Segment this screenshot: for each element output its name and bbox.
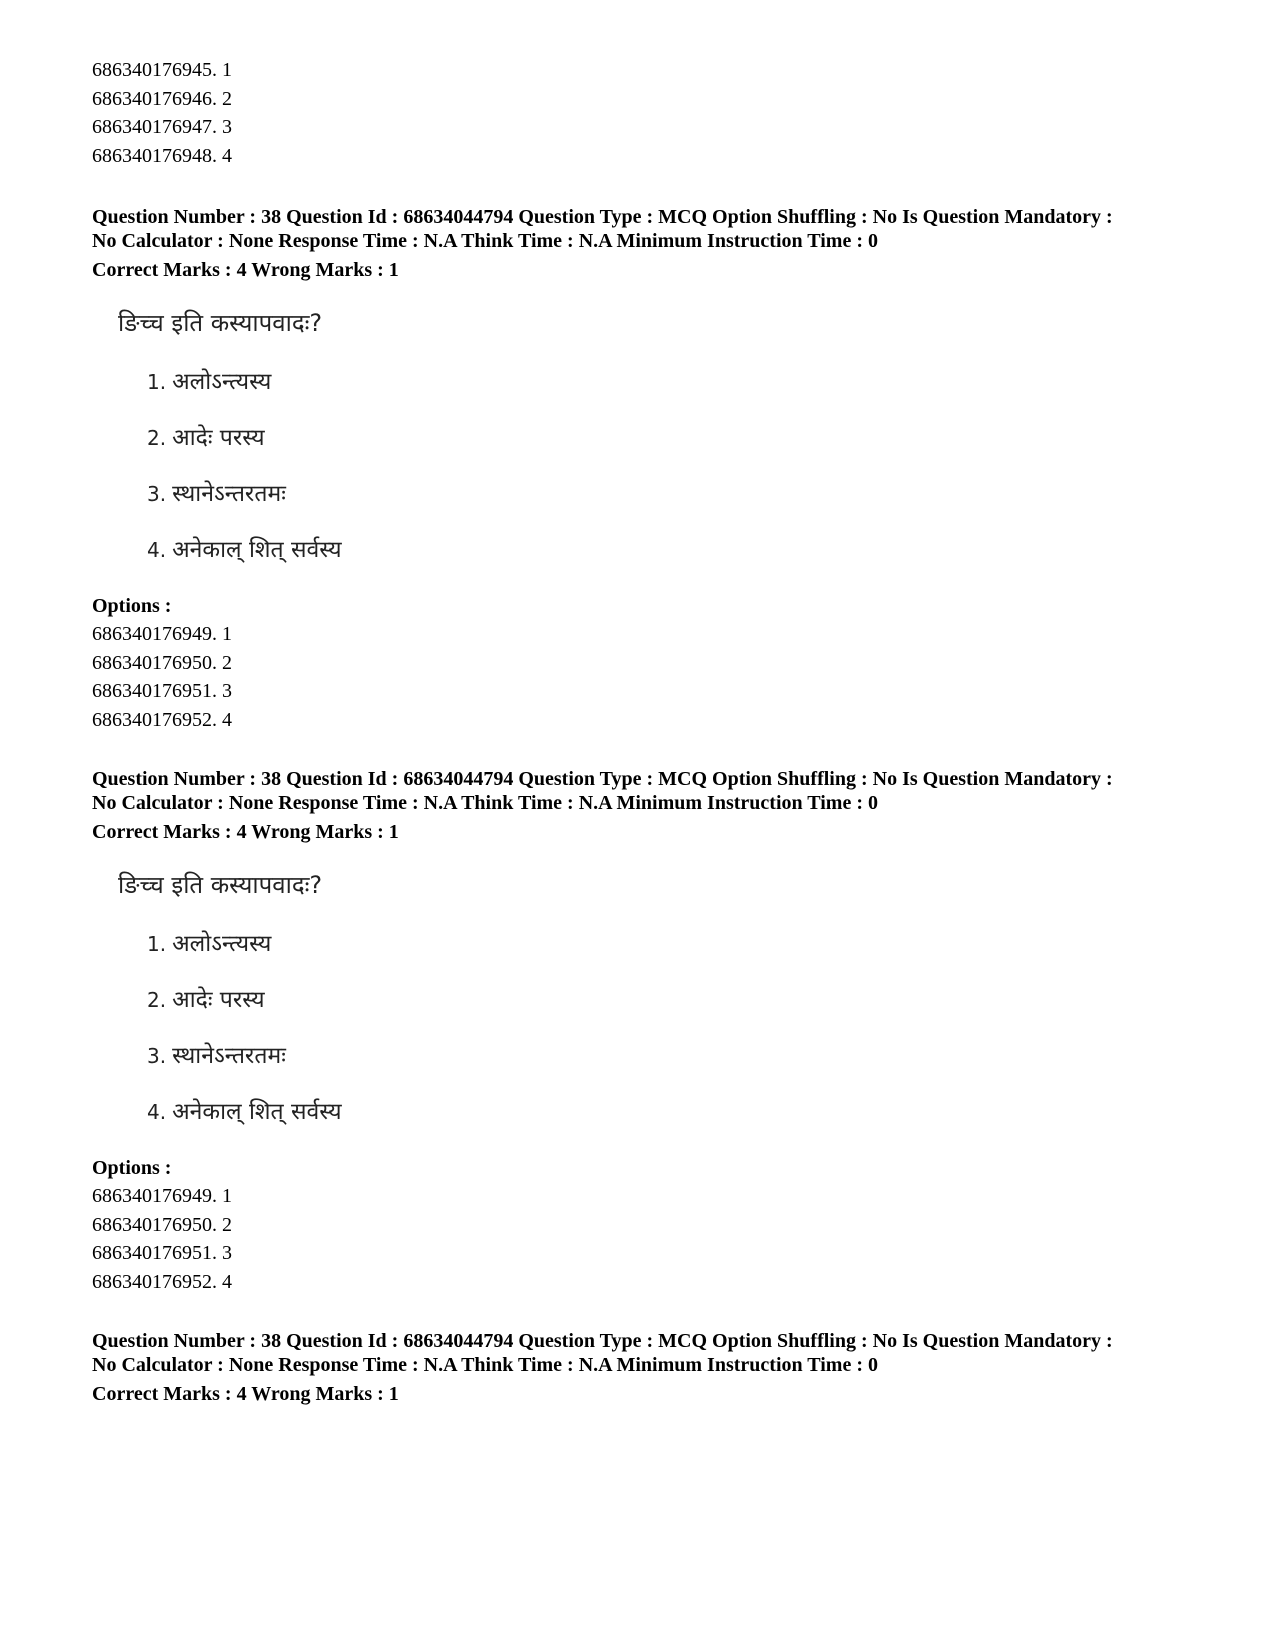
choice-text: स्थानेऽन्तरतमः: [172, 481, 286, 507]
choice-text: आदेः परस्य: [172, 425, 265, 451]
question-text: ङिच्च इति कस्यापवादः?: [118, 309, 323, 337]
question-header: [92, 205, 1192, 282]
question-marks: Correct Marks : 4 Wrong Marks : 1: [92, 259, 399, 281]
option-line: 686340176951. 3: [92, 1242, 232, 1264]
question-choice: [147, 982, 265, 1014]
options-label: Options :: [92, 1157, 172, 1179]
question-header: [92, 767, 1192, 844]
question-image: [92, 868, 492, 1148]
choice-number: 2.: [147, 988, 167, 1012]
question-meta-line1: Question Number : 38 Question Id : 68634044794 Question Type : MCQ Option Shuffling : No Is Question Mandatory :: [92, 206, 1113, 228]
choice-number: 3.: [147, 1044, 167, 1068]
choice-number: 2.: [147, 426, 167, 450]
question-image: [92, 306, 492, 586]
question-choice: [147, 926, 271, 958]
choice-number: 1.: [147, 370, 167, 394]
question-meta-line2: No Calculator : None Response Time : N.A Think Time : N.A Minimum Instruction Time : 0: [92, 230, 878, 252]
choice-number: 1.: [147, 932, 167, 956]
choice-number: 4.: [147, 1100, 167, 1124]
options-label: Options :: [92, 595, 172, 617]
question-choice: [147, 1094, 342, 1126]
question-text: ङिच्च इति कस्यापवादः?: [118, 871, 323, 899]
question-choice: [147, 1038, 286, 1070]
question-header: [92, 1329, 1192, 1406]
option-line: 686340176947. 3: [92, 116, 232, 138]
question-meta-line2: No Calculator : None Response Time : N.A Think Time : N.A Minimum Instruction Time : 0: [92, 1354, 878, 1376]
option-line: 686340176950. 2: [92, 1213, 232, 1236]
choice-text: अलोऽन्त्यस्य: [172, 369, 272, 395]
choice-text: अनेकाल् शित् सर्वस्य: [172, 1099, 342, 1125]
question-marks: Correct Marks : 4 Wrong Marks : 1: [92, 821, 399, 843]
question-choice: [147, 420, 265, 452]
options-section: [92, 592, 1192, 734]
choice-number: 4.: [147, 538, 167, 562]
question-choice: [147, 532, 342, 564]
question-choice: [147, 476, 286, 508]
option-line: 686340176950. 2: [92, 651, 232, 674]
choice-text: अनेकाल् शित् सर्वस्य: [172, 537, 342, 563]
option-line: 686340176948. 4: [92, 144, 232, 167]
question-choice: [147, 364, 271, 396]
choice-text: स्थानेऽन्तरतमः: [172, 1043, 286, 1069]
question-meta-line2: No Calculator : None Response Time : N.A Think Time : N.A Minimum Instruction Time : 0: [92, 792, 878, 814]
option-line: 686340176952. 4: [92, 708, 232, 731]
option-line: 686340176946. 2: [92, 87, 232, 110]
option-line: 686340176945. 1: [92, 59, 232, 81]
option-line: 686340176949. 1: [92, 623, 232, 645]
options-section: [92, 1154, 1192, 1296]
choice-text: आदेः परस्य: [172, 987, 265, 1013]
question-meta-line1: Question Number : 38 Question Id : 68634044794 Question Type : MCQ Option Shuffling : No Is Question Mandatory :: [92, 768, 1113, 790]
option-line: 686340176951. 3: [92, 680, 232, 702]
option-line: 686340176949. 1: [92, 1185, 232, 1207]
question-meta-line1: Question Number : 38 Question Id : 68634044794 Question Type : MCQ Option Shuffling : No Is Question Mandatory :: [92, 1330, 1113, 1352]
option-line: 686340176952. 4: [92, 1270, 232, 1293]
question-marks: Correct Marks : 4 Wrong Marks : 1: [92, 1383, 399, 1405]
choice-number: 3.: [147, 482, 167, 506]
choice-text: अलोऽन्त्यस्य: [172, 931, 272, 957]
top-options-list: [92, 56, 1192, 170]
